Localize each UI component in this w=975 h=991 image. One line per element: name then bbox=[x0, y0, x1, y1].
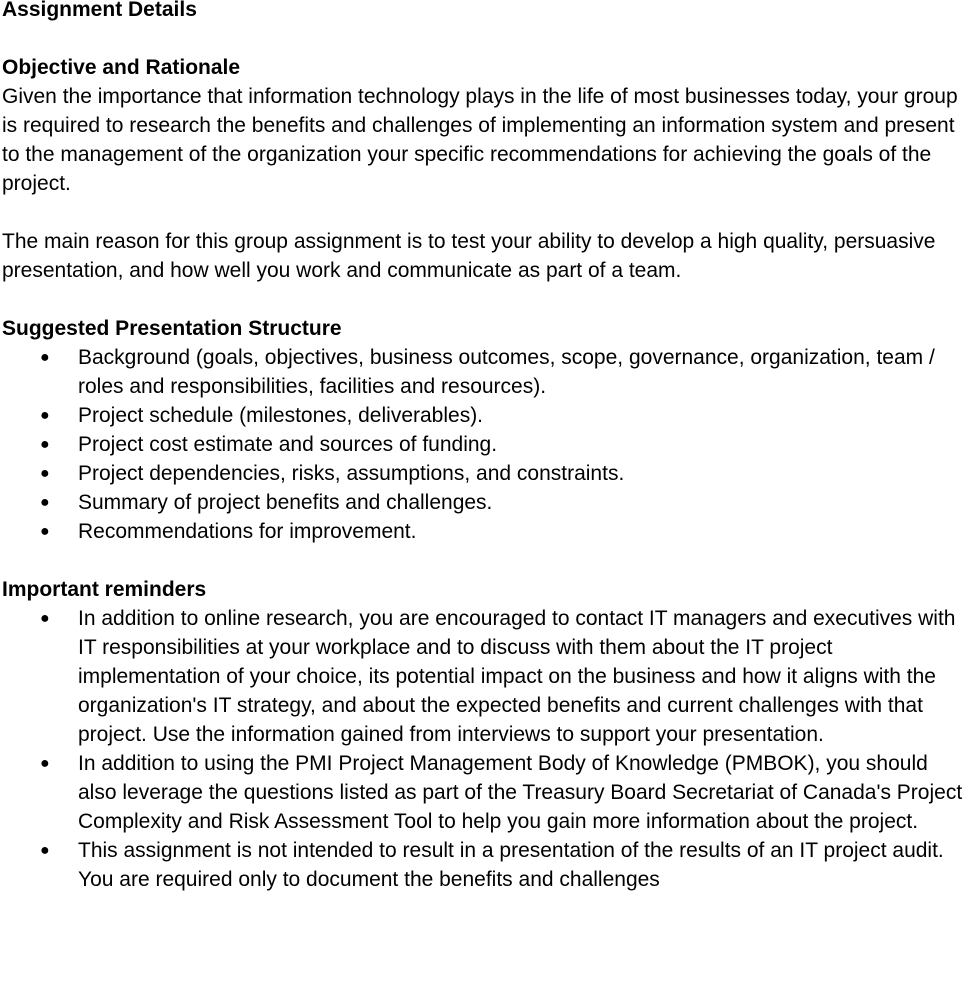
list-item bbox=[2, 604, 970, 749]
objective-heading: Objective and Rationale bbox=[2, 56, 241, 79]
spacer bbox=[2, 285, 970, 314]
list-item bbox=[2, 836, 970, 894]
bullet-icon: ● bbox=[40, 407, 50, 424]
list-item-text: Project dependencies, risks, assumptions, and constraints. bbox=[78, 462, 625, 485]
list-item bbox=[2, 401, 970, 430]
bullet-icon: ● bbox=[40, 610, 50, 627]
list-item bbox=[2, 749, 970, 836]
bullet-icon: ● bbox=[40, 349, 50, 366]
bullet-icon: ● bbox=[40, 523, 50, 540]
list-item bbox=[2, 430, 970, 459]
objective-paragraph-1: Given the importance that information technology plays in the life of most businesses today, your group is required to research the benefits and challenges of implementing an information system and present to the management of the organization your specific recommendations for achieving the goals of the project. bbox=[2, 85, 958, 195]
list-item bbox=[2, 343, 970, 401]
reminders-list bbox=[2, 604, 970, 894]
structure-list bbox=[2, 343, 970, 546]
bullet-icon: ● bbox=[40, 494, 50, 511]
bullet-icon: ● bbox=[40, 436, 50, 453]
list-item bbox=[2, 517, 970, 546]
list-item bbox=[2, 488, 970, 517]
reminders-heading: Important reminders bbox=[2, 578, 207, 601]
objective-paragraph-2: The main reason for this group assignment is to test your ability to develop a high quality, persuasive presentation, and how well you work and communicate as part of a team. bbox=[2, 230, 936, 282]
spacer bbox=[2, 198, 970, 227]
list-item-text: Recommendations for improvement. bbox=[78, 520, 417, 543]
bullet-icon: ● bbox=[40, 465, 50, 482]
list-item-text: In addition to online research, you are encouraged to contact IT managers and executives with IT responsibilities at your workplace and to discuss with them about the IT project implementation of your choice, its potential impact on the business and how it aligns with the organization's IT strategy, and about the expected benefits and current challenges with that project. Use the information gained from interviews to support your presentation. bbox=[78, 607, 956, 746]
spacer bbox=[2, 24, 970, 53]
document-page bbox=[2, 0, 970, 894]
list-item-text: Project cost estimate and sources of funding. bbox=[78, 433, 498, 456]
document-title: Assignment Details bbox=[2, 0, 197, 21]
list-item-text: In addition to using the PMI Project Management Body of Knowledge (PMBOK), you should also leverage the questions listed as part of the Treasury Board Secretariat of Canada's Project Complexity and Risk Assessment Tool to help you gain more information about the project. bbox=[78, 752, 963, 833]
list-item-text: Project schedule (milestones, deliverables). bbox=[78, 404, 484, 427]
list-item-text: Background (goals, objectives, business outcomes, scope, governance, organization, team / roles and responsibilities, facilities and resources). bbox=[78, 346, 935, 398]
list-item-text: This assignment is not intended to result in a presentation of the results of an IT project audit. You are required only to document the benefits and challenges bbox=[78, 839, 944, 891]
bullet-icon: ● bbox=[40, 842, 50, 859]
structure-heading: Suggested Presentation Structure bbox=[2, 317, 342, 340]
list-item bbox=[2, 459, 970, 488]
bullet-icon: ● bbox=[40, 755, 50, 772]
spacer bbox=[2, 546, 970, 575]
list-item-text: Summary of project benefits and challenges. bbox=[78, 491, 493, 514]
